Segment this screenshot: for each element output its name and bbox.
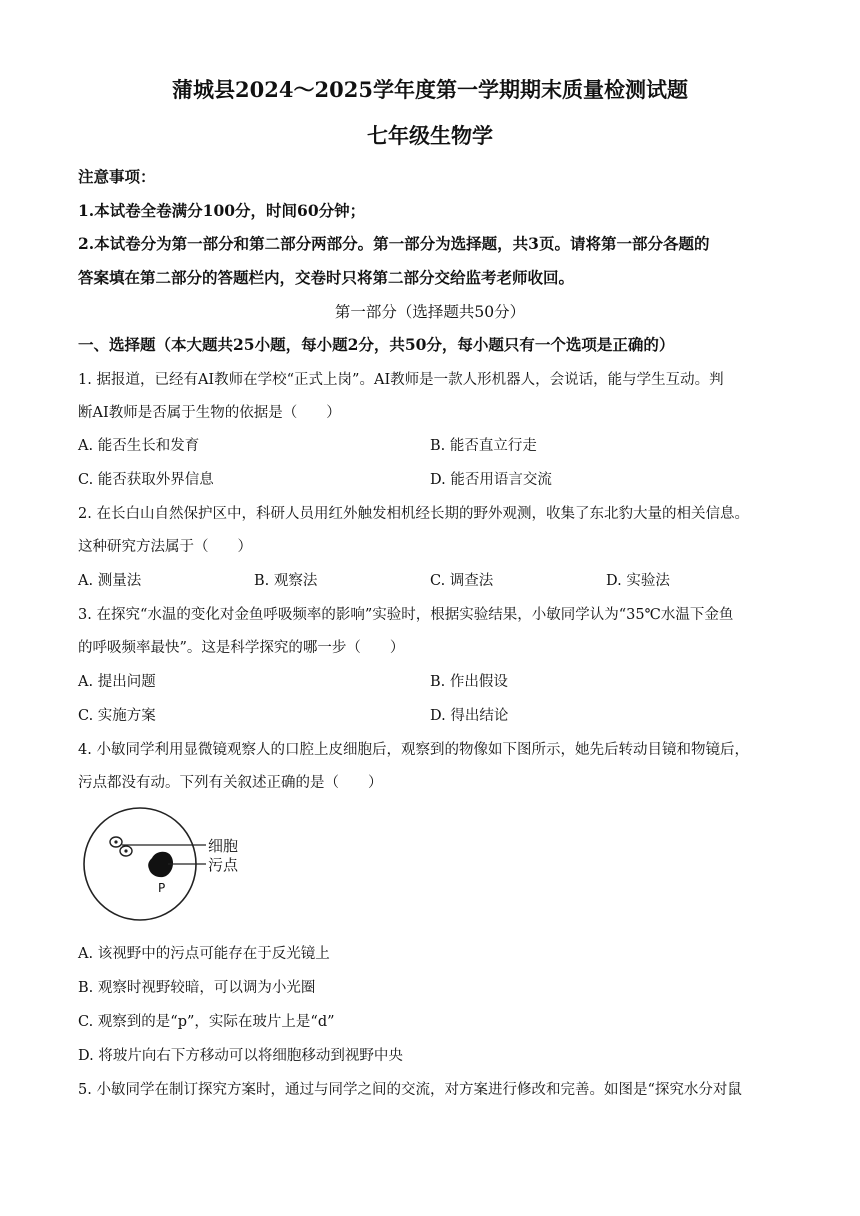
q1-option-a: A. 能否生长和发育	[78, 438, 200, 454]
notice-item-1: 1.本试卷全卷满分100分，时间60分钟；	[78, 201, 366, 220]
label-cell: 细胞	[208, 837, 239, 855]
notice-item-2-line-1: 2.本试卷分为第一部分和第二部分两部分。第一部分为选择题，共3页。请将第一部分各题的	[78, 234, 710, 253]
q4-stem-line-1: 4. 小敏同学利用显微镜观察人的口腔上皮细胞后，观察到的物像如下图所示，她先后转动目镜和物镜后，	[78, 742, 749, 758]
q1-stem-line-2: 断AI教师是否属于生物的依据是（ ）	[78, 405, 341, 421]
notice-heading: 注意事项：	[78, 167, 156, 186]
section-title: 一、选择题（本大题共25小题，每小题2分，共50分，每小题只有一个选项是正确的）	[78, 335, 675, 354]
q4-option-c: C. 观察到的是“p”，实际在玻片上是“d”	[78, 1014, 335, 1030]
q5-stem-line-1: 5. 小敏同学在制订探究方案时，通过与同学之间的交流，对方案进行修改和完善。如图是“探究水分对鼠	[78, 1082, 742, 1098]
q3-option-d: D. 得出结论	[430, 708, 509, 724]
q3-option-b: B. 作出假设	[430, 674, 508, 690]
q1-option-b: B. 能否直立行走	[430, 438, 537, 454]
q3-option-a: A. 提出问题	[78, 674, 156, 690]
q4-option-b: B. 观察时视野较暗，可以调为小光圈	[78, 980, 316, 996]
q4-option-a: A. 该视野中的污点可能存在于反光镜上	[78, 946, 330, 962]
label-spot: 污点	[208, 856, 239, 874]
part1-title: 第一部分（选择题共50分）	[334, 303, 526, 321]
q2-option-c: C. 调查法	[430, 573, 494, 589]
q1-option-c: C. 能否获取外界信息	[78, 472, 214, 488]
exam-subtitle: 七年级生物学	[367, 123, 493, 148]
q3-stem-line-2: 的呼吸频率最快”。这是科学探究的哪一步（ ）	[78, 640, 405, 656]
q4-option-d: D. 将玻片向右下方移动可以将细胞移动到视野中央	[78, 1048, 403, 1064]
q4-stem-line-2: 污点都没有动。下列有关叙述正确的是（ ）	[78, 775, 383, 791]
microscope-field-figure	[78, 806, 268, 928]
label-p: P	[158, 881, 166, 895]
q2-stem-line-2: 这种研究方法属于（ ）	[78, 539, 252, 555]
q2-option-d: D. 实验法	[606, 573, 670, 589]
q3-option-c: C. 实施方案	[78, 708, 156, 724]
notice-item-2-line-2: 答案填在第二部分的答题栏内，交卷时只将第二部分交给监考老师收回。	[78, 268, 575, 287]
q3-stem-line-1: 3. 在探究“水温的变化对金鱼呼吸频率的影响”实验时，根据实验结果，小敏同学认为“35℃水温下金鱼	[78, 607, 734, 623]
q2-option-a: A. 测量法	[78, 573, 142, 589]
q2-option-b: B. 观察法	[254, 573, 318, 589]
q2-stem-line-1: 2. 在长白山自然保护区中，科研人员用红外触发相机经长期的野外观测，收集了东北豹大量的相关信息。	[78, 506, 749, 522]
q1-option-d: D. 能否用语言交流	[430, 472, 552, 488]
q1-stem-line-1: 1. 据报道，已经有AI教师在学校“正式上岗”。AI教师是一款人形机器人，会说话，能与学生互动。判	[78, 372, 724, 388]
exam-title: 蒲城县2024～2025学年度第一学期期末质量检测试题	[172, 77, 688, 102]
